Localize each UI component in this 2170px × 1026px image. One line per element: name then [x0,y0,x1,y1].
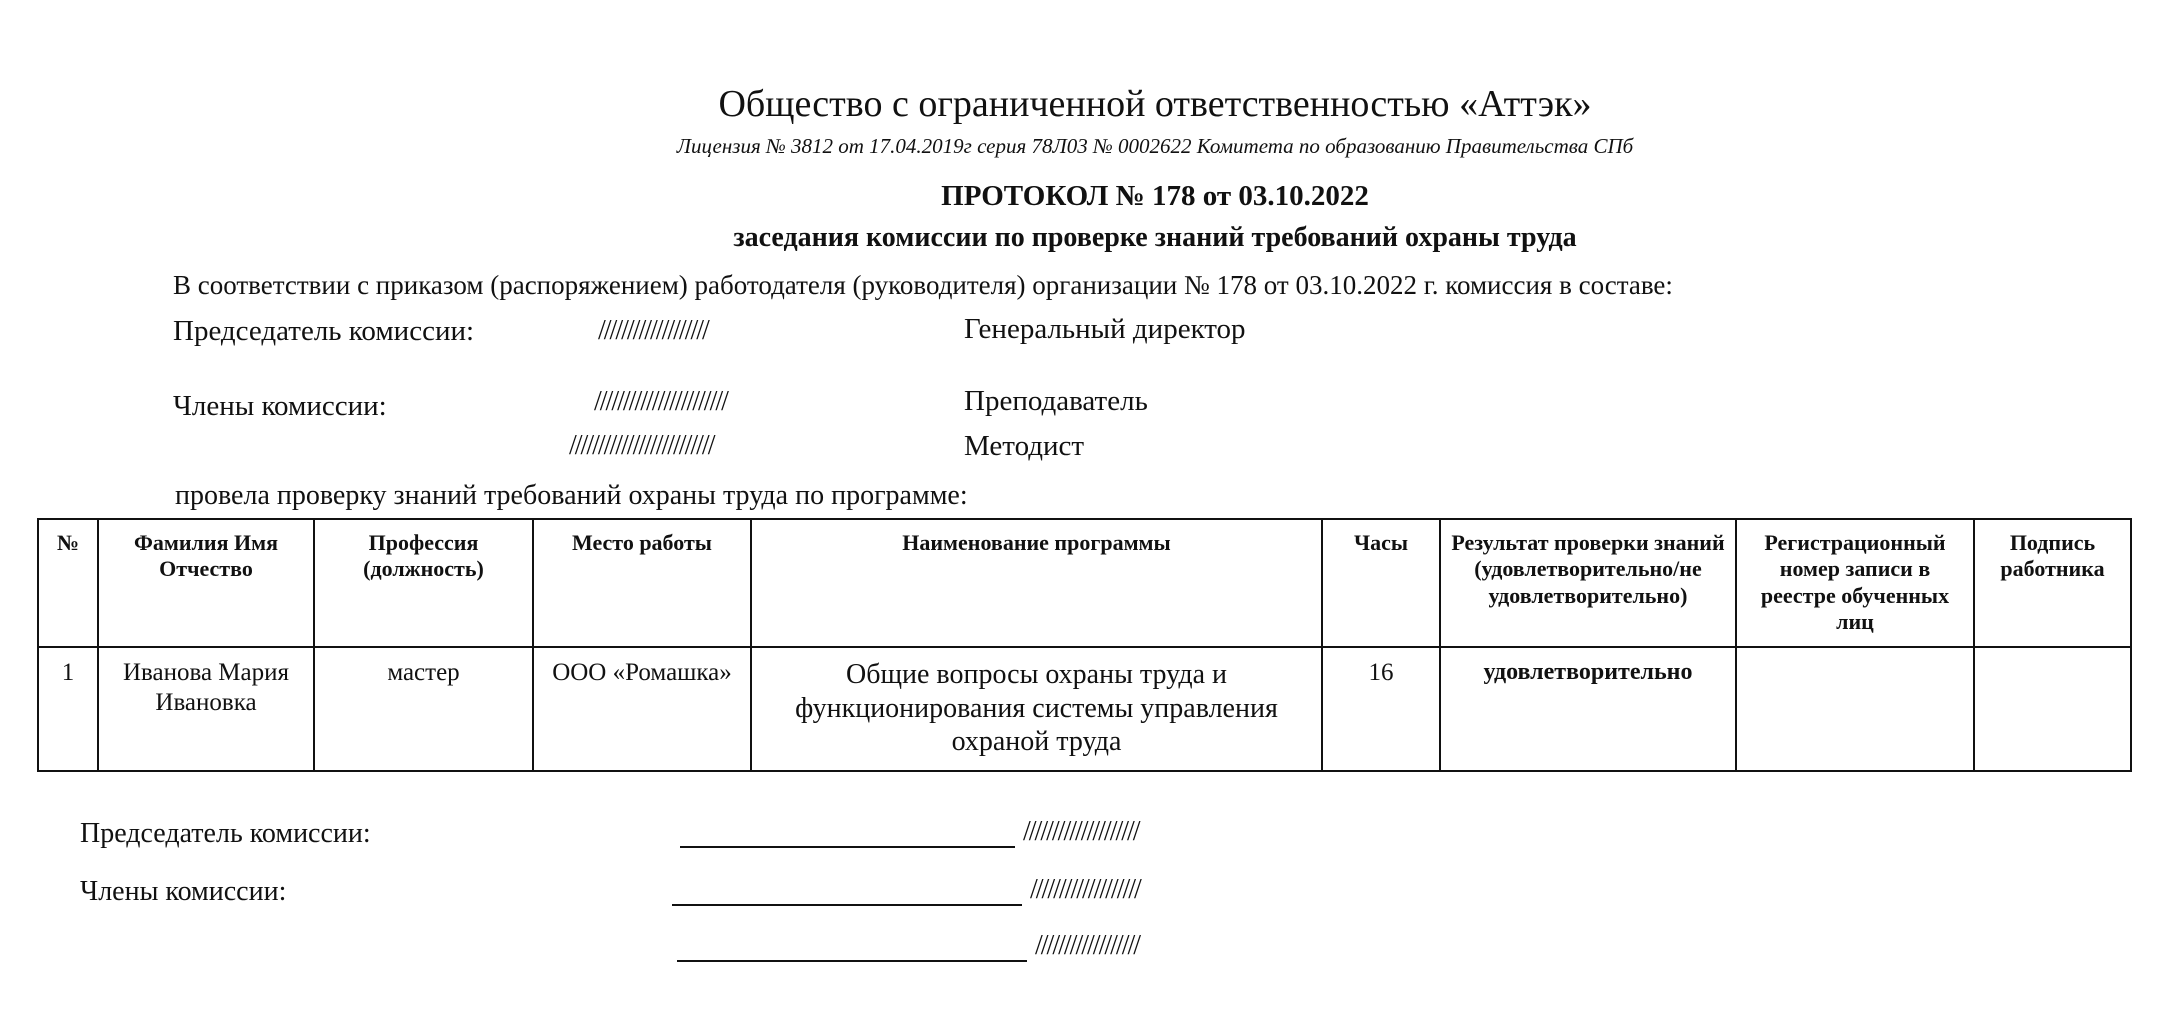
bottom-chair-signature-block [680,816,1139,848]
cell-hours: 16 [1322,647,1440,771]
header-result: Результат проверки знаний (удовлетворительно/не удовлетворительно) [1440,519,1736,647]
header-signature: Подпись работника [1974,519,2131,647]
bottom-chair-label: Председатель комиссии: [80,818,371,849]
header-hours: Часы [1322,519,1440,647]
cell-profession: мастер [314,647,533,771]
header-num: № [38,519,98,647]
cell-fio: Иванова Мария Ивановка [98,647,314,771]
cell-num: 1 [38,647,98,771]
protocol-subtitle: заседания комиссии по проверке знаний требований охраны труда [733,222,1577,253]
license-line: Лицензия № 3812 от 17.04.2019г серия 78Л03 № 0002622 Комитета по образованию Правительства СПб [676,134,1634,158]
member1-signature-name: /////////////////// [1030,874,1140,905]
chair-position: Генеральный директор [964,313,1246,345]
member-signature: /////////////////////// [594,386,727,417]
intro-text: В соответствии с приказом (распоряжением) работодателя (руководителя) организации № 178 от 03.10.2022 г. комиссия в составе: [173,270,1673,300]
chair-signature-name: //////////////////// [1023,816,1139,847]
header-workplace: Место работы [533,519,751,647]
member-position: Методист [964,430,1085,462]
bottom-member2-signature-block [677,930,1139,962]
table-header-row [38,519,2131,647]
member2-signature-name: ////////////////// [1035,930,1140,961]
signature-line [672,876,1022,906]
results-table [37,518,2132,772]
cell-result: удовлетворительно [1440,647,1736,771]
chair-signature: /////////////////// [598,315,708,346]
header-reg-number: Регистрационный номер записи в реестре обученных лиц [1736,519,1974,647]
program-intro: провела проверку знаний требований охраны труда по программе: [175,480,968,511]
cell-workplace: ООО «Ромашка» [533,647,751,771]
header-fio: Фамилия Имя Отчество [98,519,314,647]
bottom-members-label: Члены комиссии: [80,876,287,907]
cell-program: Общие вопросы охраны труда и функционирования системы управления охраной труда [751,647,1322,771]
signature-line [677,932,1027,962]
members-label: Члены комиссии: [173,390,387,422]
bottom-member1-signature-block [672,874,1140,906]
organization-name: Общество с ограниченной ответственностью «Аттэк» [718,83,1592,125]
header-profession: Профессия (должность) [314,519,533,647]
signature-line [680,818,1015,848]
chair-label: Председатель комиссии: [173,315,475,347]
header-program: Наименование программы [751,519,1322,647]
member-position: Преподаватель [964,385,1148,417]
table-row [38,647,2131,771]
cell-reg-number [1736,647,1974,771]
member-signature: ///////////////////////// [569,430,714,461]
cell-signature [1974,647,2131,771]
protocol-title: ПРОТОКОЛ № 178 от 03.10.2022 [941,180,1369,212]
